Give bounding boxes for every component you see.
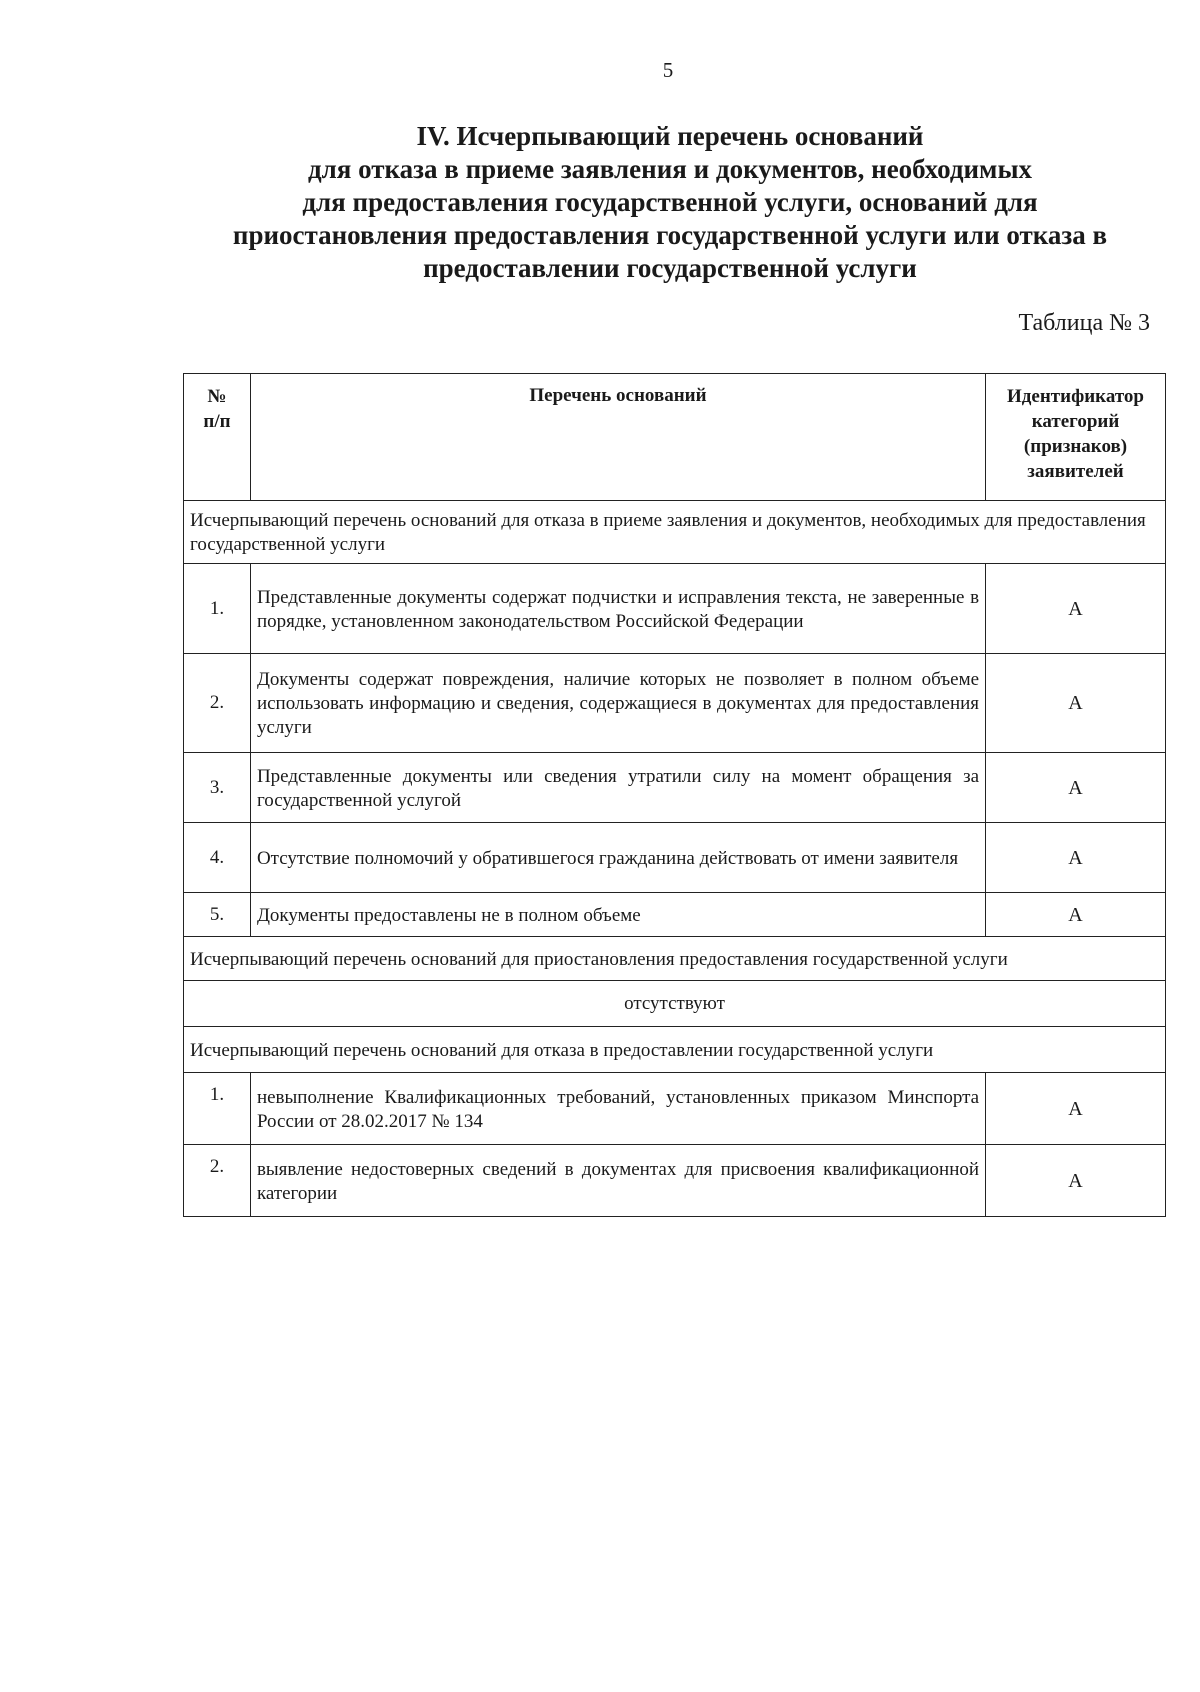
heading-line: для отказа в приеме заявления и документов, необходимых xyxy=(307,154,1033,184)
row-number: 2. xyxy=(184,1145,251,1217)
header-number xyxy=(184,374,251,501)
table-caption: Таблица № 3 xyxy=(1018,310,1150,336)
heading-line: для предоставления государственной услуги, оснований для xyxy=(302,187,1038,217)
heading-line: IV. Исчерпывающий перечень оснований xyxy=(416,121,924,151)
row-category: А xyxy=(986,654,1166,753)
header-number-abbr: п/п xyxy=(203,411,231,432)
table-row xyxy=(184,1145,1166,1217)
heading-line: приостановления предоставления государственной услуги или отказа в xyxy=(232,220,1108,250)
row-text: Представленные документы или сведения утратили силу на момент обращения за государственной услугой xyxy=(250,753,985,823)
row-number: 1. xyxy=(184,1073,251,1145)
header-identifier: Идентификатор категорий (признаков) заявителей xyxy=(986,374,1166,501)
row-category: А xyxy=(986,564,1166,654)
row-text: Представленные документы содержат подчистки и исправления текста, не заверенные в порядке, установленном законодательством Российской Федерации xyxy=(250,564,985,654)
section-heading xyxy=(170,120,1170,285)
section-title: Исчерпывающий перечень оснований для отказа в предоставлении государственной услуги xyxy=(184,1027,1166,1073)
row-number: 2. xyxy=(184,654,251,753)
row-text: выявление недостоверных сведений в документах для присвоения квалификационной категории xyxy=(250,1145,985,1217)
heading-line: предоставлении государственной услуги xyxy=(423,253,917,283)
section-row xyxy=(184,937,1166,981)
table-row xyxy=(184,823,1166,893)
header-number-symbol: № xyxy=(207,386,227,407)
row-text: Отсутствие полномочий у обратившегося гражданина действовать от имени заявителя xyxy=(250,823,985,893)
row-text: Документы предоставлены не в полном объеме xyxy=(250,893,985,937)
table-row xyxy=(184,1073,1166,1145)
section-title: Исчерпывающий перечень оснований для приостановления предоставления государственной услуги xyxy=(184,937,1166,981)
row-number: 4. xyxy=(184,823,251,893)
header-grounds: Перечень оснований xyxy=(250,374,985,501)
table-row xyxy=(184,564,1166,654)
section-note-row xyxy=(184,981,1166,1027)
row-category: А xyxy=(986,893,1166,937)
row-number: 3. xyxy=(184,753,251,823)
table-row xyxy=(184,753,1166,823)
row-category: А xyxy=(986,753,1166,823)
row-number: 1. xyxy=(184,564,251,654)
page-number: 5 xyxy=(662,58,674,82)
table-header-row xyxy=(184,374,1166,501)
row-text: Документы содержат повреждения, наличие которых не позволяет в полном объеме использовать информацию и сведения, содержащиеся в документах для предоставления услуги xyxy=(250,654,985,753)
section-note: отсутствуют xyxy=(184,981,1166,1027)
section-row xyxy=(184,1027,1166,1073)
section-row xyxy=(184,501,1166,564)
row-number: 5. xyxy=(184,893,251,937)
table-row xyxy=(184,893,1166,937)
row-category: А xyxy=(986,823,1166,893)
row-category: А xyxy=(986,1145,1166,1217)
section-title: Исчерпывающий перечень оснований для отказа в приеме заявления и документов, необходимых для предоставления государственной услуги xyxy=(184,501,1166,564)
row-text: невыполнение Квалификационных требований, установленных приказом Минспорта России от 28.02.2017 № 134 xyxy=(250,1073,985,1145)
grounds-table xyxy=(183,373,1166,1217)
table-row xyxy=(184,654,1166,753)
row-category: А xyxy=(986,1073,1166,1145)
